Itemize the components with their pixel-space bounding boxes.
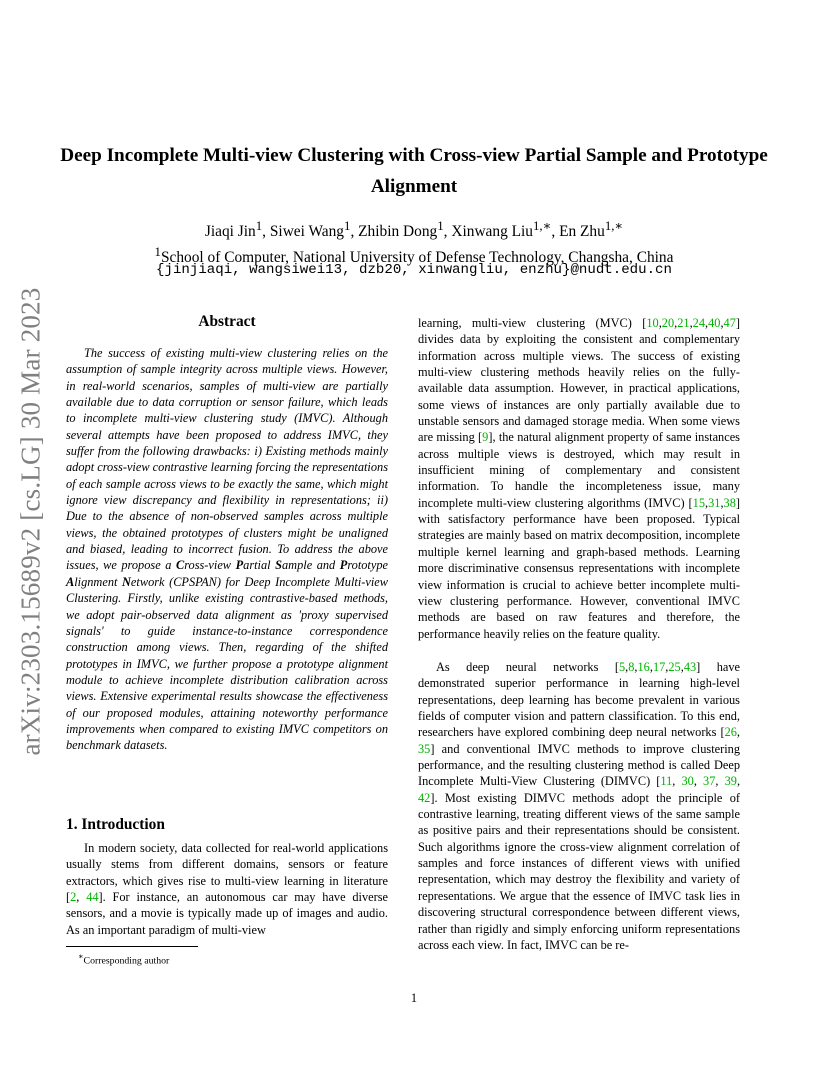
- citation-link[interactable]: 35: [418, 741, 431, 756]
- affiliation-text: School of Computer, National University of Defense Technology, Changsha, China: [160, 249, 674, 267]
- intro-paragraph-right-2: As deep neural networks [5,8,16,17,25,43] have demonstrated superior performance in learning high-level representations, deep learning has become prevalent in various fields of computer vision and pattern classification. To this end, researchers have explored combining deep neural networks [26, 35] and conventional IMVC methods to improve clustering performance, and the resulting clustering method is called Deep Incomplete Multi-View Clustering (DIMVC) [11, 30, 37, 39, 42]. Most existing DIMVC methods adopt the principle of contrastive learning, treating different views of the same sample as positive pairs and their representations should be consistent. Such algorithms ignore the cross-view alignment correlation of samples and force instances of different views with unified representation, which may destroy the flexibility and variety of representations. We argue that the essence of IMVC task lies in discovering structural correspondence between different views, rather than rigidly and simply enforcing uniform representations across each view. In fact, IMVC can be re-: [418, 660, 741, 952]
- citation-link[interactable]: 39: [724, 774, 737, 789]
- citation-link[interactable]: 43: [683, 660, 697, 674]
- citation-link[interactable]: 16: [637, 660, 650, 674]
- author-name: Siwei Wang$^1$: [269, 219, 351, 241]
- citation-link[interactable]: 26: [724, 725, 737, 740]
- paper-title: Deep Incomplete Multi-view Clustering with Cross-view Partial Sample and Prototype Alignment: [60, 145, 768, 197]
- emphasis-letter: P: [235, 558, 244, 573]
- citation-link[interactable]: 5: [618, 660, 626, 674]
- author-affiliation-marker: 1,∗: [604, 219, 624, 233]
- citation-link[interactable]: 40: [708, 316, 721, 330]
- emphasis-letter: P: [339, 558, 348, 573]
- citation-link[interactable]: 31: [708, 495, 721, 510]
- citation-link[interactable]: 21: [677, 316, 690, 330]
- footnote-marker: ∗: [78, 952, 84, 961]
- emphasis-letter: A: [66, 574, 75, 589]
- author-list: Jiaqi Jin$^1$, Siwei Wang$^1$, Zhibin Dong$^1$, Xinwang Liu$^{1,∗}$, En Zhu$^{1,∗}$: [204, 219, 624, 241]
- citation-link[interactable]: 25: [668, 660, 681, 674]
- footnote-rule: [66, 946, 198, 947]
- author-affiliation-marker: 1,∗: [533, 219, 552, 233]
- author-name: Zhibin Dong$^1$: [358, 219, 444, 241]
- author-name: Xinwang Liu$^{1,∗}$: [451, 219, 552, 241]
- citation-link[interactable]: 24: [692, 316, 705, 330]
- emphasis-letter: N: [122, 574, 131, 589]
- arxiv-stamp: [14, 282, 48, 760]
- emphasis-letter: C: [175, 558, 185, 573]
- affiliation-marker: 1: [154, 245, 161, 260]
- footnote-text: Corresponding author: [83, 955, 170, 967]
- citation-link[interactable]: 9: [482, 430, 489, 445]
- citation-link[interactable]: 20: [661, 316, 675, 330]
- citation-link[interactable]: 44: [86, 890, 99, 905]
- citation-link[interactable]: 42: [418, 790, 431, 805]
- email-line: [60, 258, 768, 281]
- author-name: En Zhu$^{1,∗}$: [559, 219, 624, 241]
- citation-link[interactable]: 15: [692, 495, 705, 510]
- citation-link[interactable]: 17: [652, 660, 666, 674]
- abstract-body: The success of existing multi-view clustering relies on the assumption of sample integrity across multiple views. However, in real-world scenarios, samples of multi-view are partially available due to data corruption or sensor failure, which leads to incomplete multi-view clustering study (IMVC). Although several attempts have been proposed to address IMVC, they suffer from the following drawbacks: i) Existing methods mainly adopt cross-view contrastive learning forcing the representations of each sample across views to be exactly the same, which might ignore view discrepancy and flexibility in representations; ii) Due to the absence of non-observed samples across multiple views, the obtained prototypes of clusters might be unaligned and biased, leading to incorrect fusion. To address the above issues, we propose a Cross-view Partial Sample and Prototype Alignment Network (CPSPAN) for Deep Incomplete Multi-view Clustering. Firstly, unlike existing contrastive-based methods, we adopt pair-observed data alignment as 'proxy supervised signals' to guide instance-to-instance correspondence construction among views. Then, regarding of the shifted prototypes in IMVC, we further propose a prototype alignment module to achieve incomplete distribution calibration across views. Extensive experimental results showcase the effectiveness of our proposed modules, attaining noteworthy performance improvements when compared to existing IMVC competitors on benchmark datasets.: [66, 346, 388, 753]
- citation-link[interactable]: 30: [681, 774, 694, 789]
- author-emails: {jinjiaqi, wangsiwei13, dzb20, xinwangliu, enzhu}@nudt.edu.cn: [156, 262, 672, 278]
- footnote: [78, 951, 169, 967]
- intro-paragraph-right-1: learning, multi-view clustering (MVC) [10,20,21,24,40,47] divides data by exploiting the consistent and complementary information across multiple views. The success of existing multi-view clustering methods heavily relies on the fully-available data assumption. However, in practical applications, some views of instances are only partially available due to unstable sensors and damaged storage media. When some views are missing [9], the natural alignment property of same instances across multiple views is destroyed, which may result in insufficient mining of complementary and consistent information. To handle the incompleteness issue, many incomplete multi-view clustering algorithms (IMVC) [15,31,38] with satisfactory performance have been proposed. Typical strategies are mainly based on matrix decomposition, incomplete multiple kernel learning and graph-based methods. Learning more discriminative consensus representations with incomplete view information is crucial to achieve better incomplete multi-view clustering performance. However, conventional IMVC methods are based on raw features and therefore, the performance heavily relies on the feature quality.: [418, 316, 740, 641]
- citation-link[interactable]: 38: [723, 495, 736, 510]
- author-name: Jiaqi Jin$^1$: [204, 219, 263, 241]
- citation-link[interactable]: 2: [70, 890, 77, 905]
- page-number: 1: [410, 991, 418, 1005]
- author-affiliation-marker: 1: [255, 219, 263, 233]
- author-affiliation-marker: 1: [344, 219, 351, 233]
- author-affiliation-marker: 1: [437, 219, 444, 233]
- citation-link[interactable]: 10: [646, 316, 659, 330]
- emphasis-letter: S: [275, 558, 282, 573]
- citation-link[interactable]: 47: [723, 316, 736, 330]
- intro-paragraph-left: In modern society, data collected for real-world applications usually stems from different domains, sensors or feature extractors, which gives rise to multi-view learning in literature [2, 44]. For instance, an autonomous car may have diverse sensors, and a movie is typically made up of images and audio. As an important paradigm of multi-view: [66, 841, 389, 937]
- citation-link[interactable]: 37: [703, 774, 716, 789]
- arxiv-id: arXiv:2303.15689v2 [cs.LG] 30 Mar 2023: [15, 286, 46, 756]
- citation-link[interactable]: 8: [628, 660, 635, 674]
- abstract-heading: Abstract: [198, 313, 256, 330]
- citation-link[interactable]: 11: [660, 774, 673, 789]
- section-heading-introduction: 1. Introduction: [66, 816, 165, 833]
